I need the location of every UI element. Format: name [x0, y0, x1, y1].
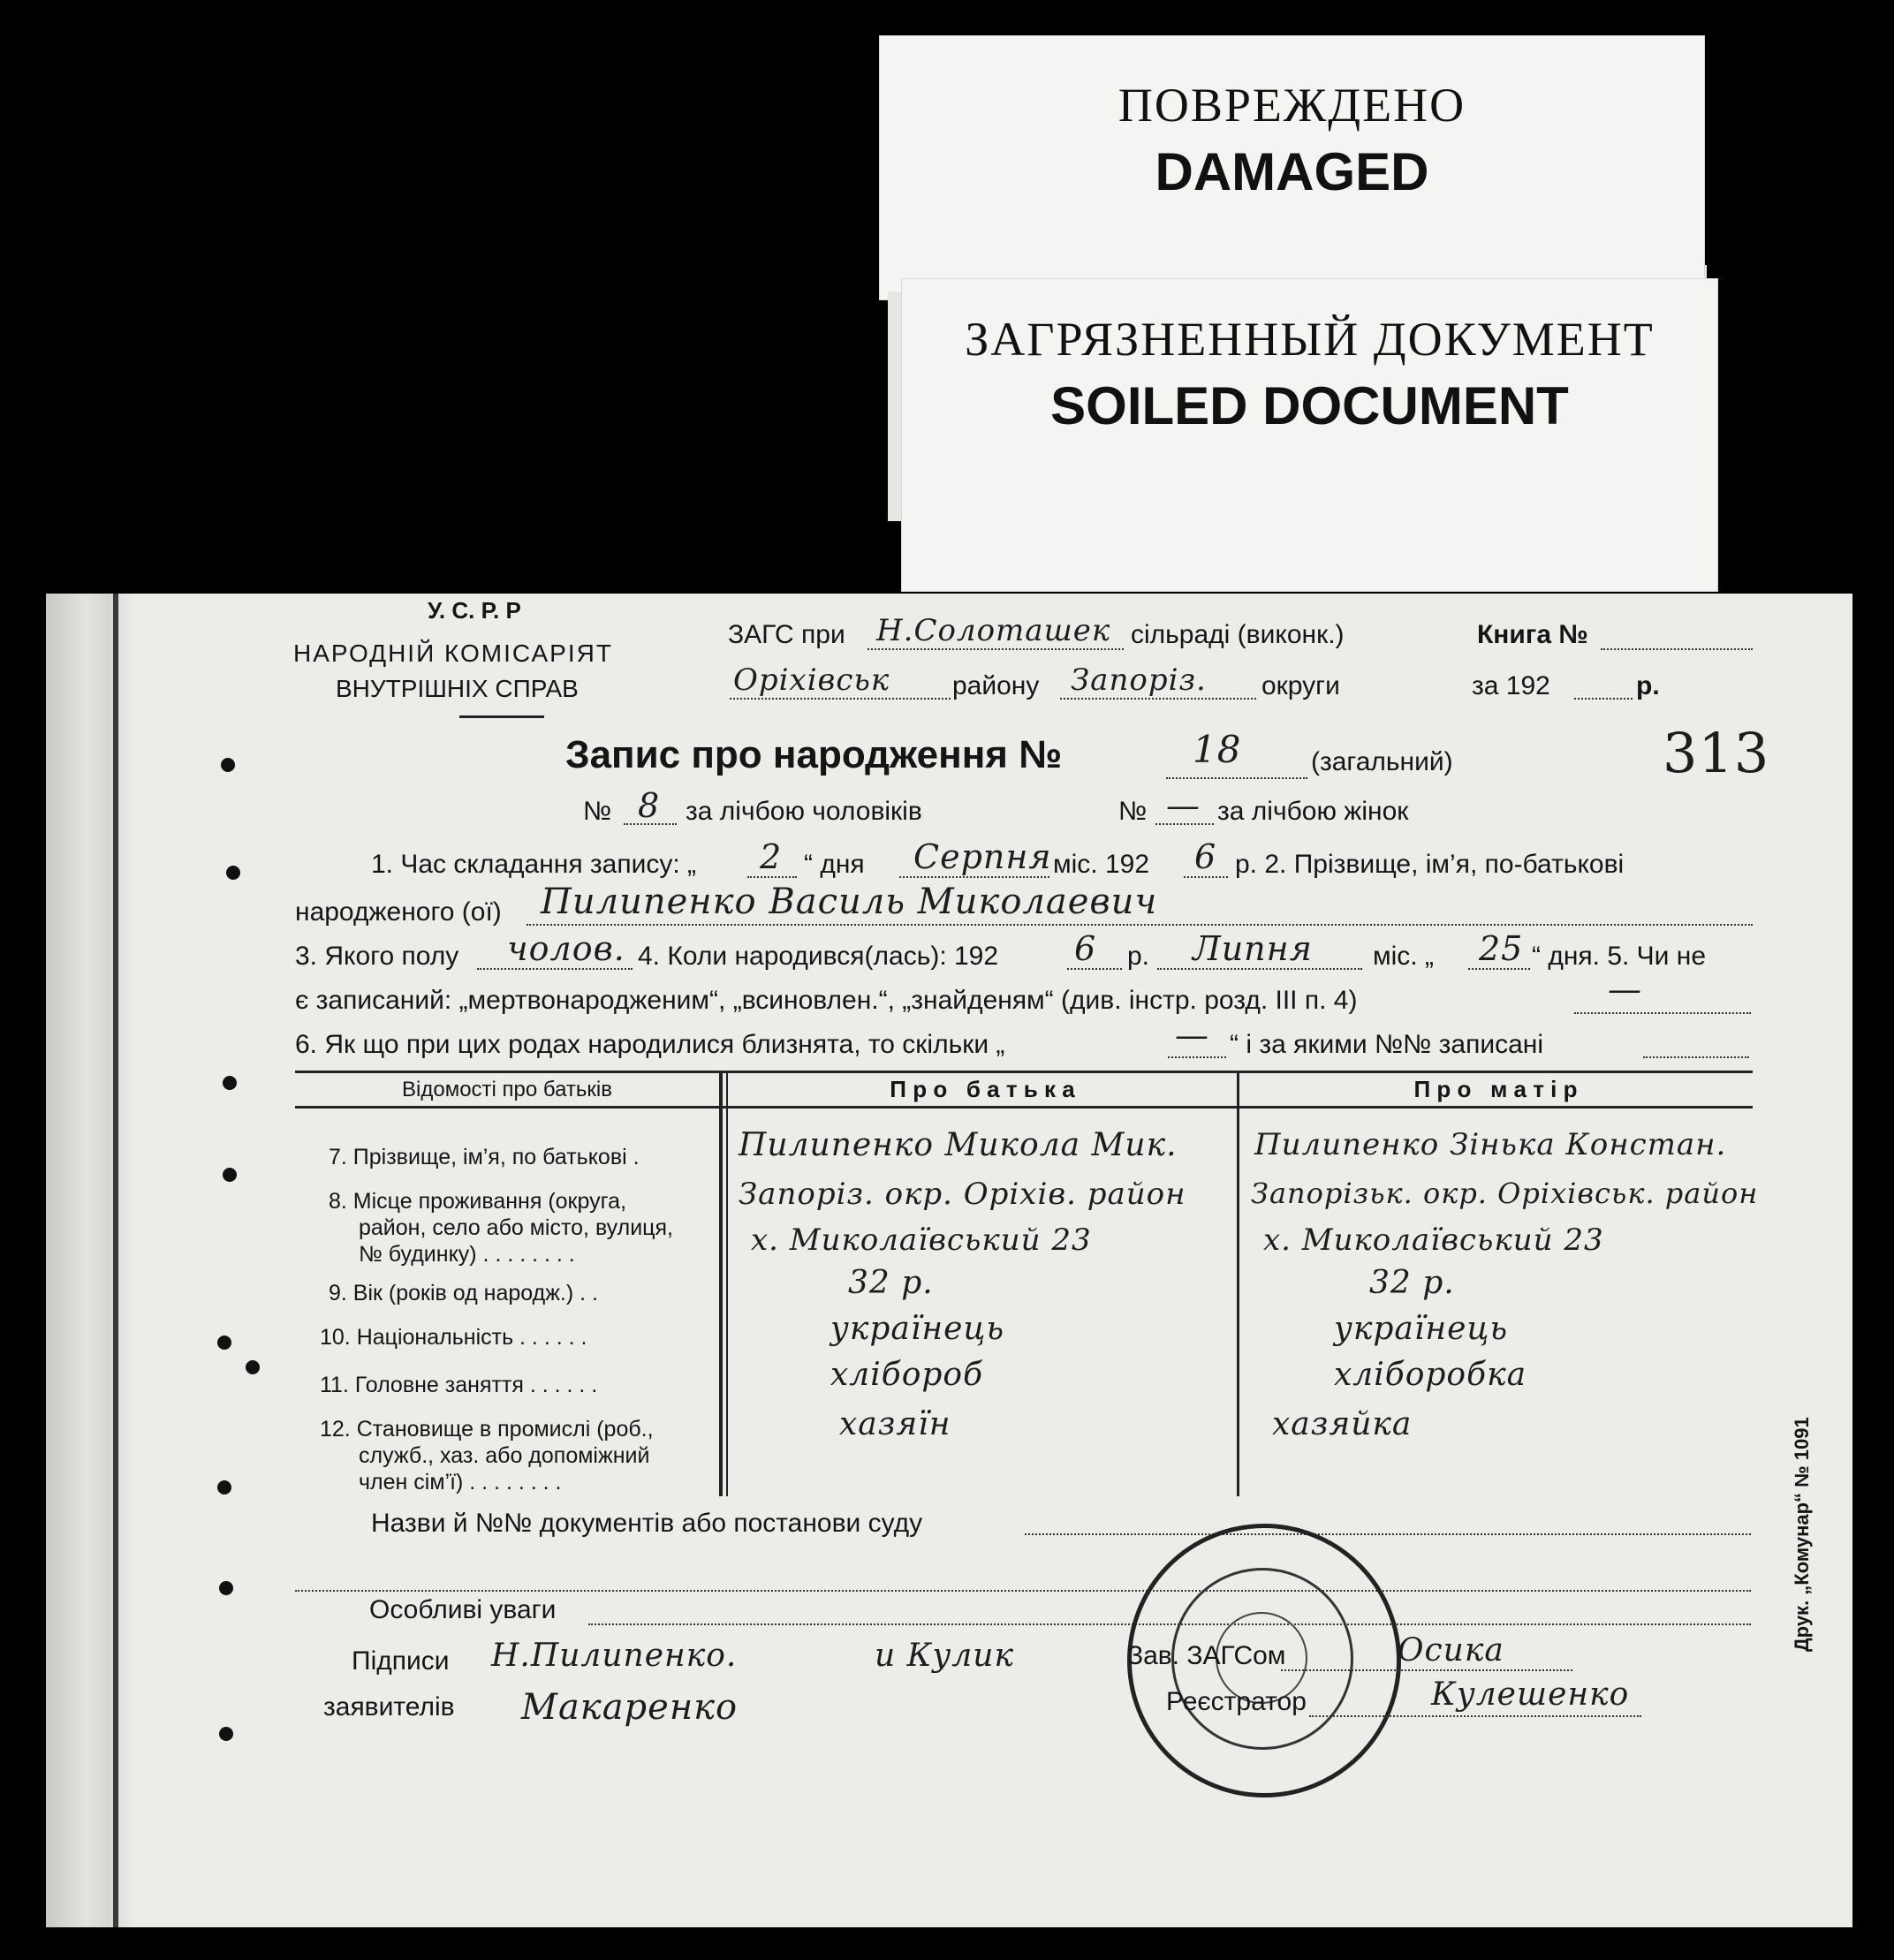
ministry-line-1: НАРОДНІЙ КОМІСАРІЯТ [293, 639, 613, 667]
field-1-day-label: “ дня [804, 850, 865, 879]
soiled-label [901, 278, 1718, 592]
row-8-label-2: район, село або місто, вулиця, [359, 1215, 673, 1240]
birth-month-label: міс. „ [1373, 942, 1434, 971]
registrar-label: Реєстратор [1166, 1687, 1307, 1716]
father-name: Пилипенко Микола Мик. [739, 1127, 1178, 1163]
zags-head-signature: Осика [1398, 1632, 1504, 1669]
zags-label: ЗАГС при [728, 620, 845, 649]
men-count-label: за лічбою чоловіків [686, 797, 922, 826]
field-2-label: р. 2. Прізвище, ім’я, по-батькові [1235, 850, 1625, 879]
father-place: Запоріз. окр. Оріхів. район [739, 1177, 1186, 1212]
table-header-rule [295, 1106, 1753, 1109]
fill-line [1309, 1715, 1641, 1717]
field-6-tail: “ і за якими №№ записані [1230, 1030, 1544, 1059]
punch-hole [226, 866, 240, 880]
printer-imprint: Друк. „Комунар“ № 1091 [1791, 1417, 1813, 1652]
district-label: району [952, 671, 1040, 700]
sex-value: чолов. [507, 929, 625, 968]
row-11-label: 11. Головне заняття . . . . . . [320, 1373, 598, 1397]
zags-council-label: сільраді (виконк.) [1131, 620, 1345, 649]
fill-line [1643, 1056, 1749, 1058]
mother-age: 32 р. [1369, 1265, 1455, 1301]
fill-line [477, 968, 633, 970]
fill-line [1468, 968, 1530, 970]
born-label: народженого (ої) [295, 897, 502, 927]
father-occupation: хлібороб [830, 1357, 984, 1393]
punch-hole [219, 1727, 233, 1741]
fill-line [1157, 968, 1362, 970]
men-number: 8 [638, 786, 661, 825]
applicants-label: заявителів [323, 1692, 455, 1722]
year-suffix: р. [1636, 671, 1660, 700]
mother-name: Пилипенко Зінька Констан. [1254, 1127, 1727, 1162]
row-12-label-3: член сім’ї) . . . . . . . . [359, 1470, 562, 1495]
table-col-divider [719, 1071, 723, 1496]
signature-3: Макаренко [521, 1687, 739, 1728]
entry-year: 6 [1194, 837, 1217, 876]
fill-line [730, 698, 951, 700]
record-title: Запис про народження № [565, 733, 1063, 776]
registrar-signature: Кулешенко [1431, 1676, 1630, 1713]
ministry-line-2: ВНУТРІШНІХ СПРАВ [336, 675, 579, 702]
remarks-label: Особливі уваги [369, 1595, 557, 1624]
year-label: за 192 [1472, 671, 1550, 700]
punch-hole [223, 1076, 237, 1090]
punch-hole [219, 1581, 233, 1595]
fill-line [1601, 648, 1753, 650]
field-1-month-label: міс. 192 [1053, 850, 1150, 879]
fill-line [747, 876, 797, 878]
row-7-label: 7. Прізвище, ім’я, по батькові . [329, 1145, 640, 1169]
women-count-label: за лічбою жінок [1217, 797, 1409, 826]
sex-label: 3. Якого полу [295, 942, 459, 971]
underline [459, 715, 544, 718]
birth-year-label: 4. Коли народився(лась): 192 [638, 942, 999, 971]
fill-line [1060, 698, 1256, 700]
punch-hole [217, 1480, 231, 1495]
row-9-label: 9. Вік (років од народж.) . . [329, 1281, 598, 1305]
fill-line [1166, 777, 1307, 779]
fill-line [899, 876, 1049, 878]
binding-line [113, 594, 118, 1927]
row-12-label-2: служб., хаз. або допоміжний [359, 1443, 650, 1468]
binding-edge [46, 594, 134, 1927]
father-nationality: українець [830, 1311, 1005, 1347]
table-col-divider [1237, 1071, 1239, 1496]
fill-line [1281, 1669, 1572, 1671]
fill-line [867, 648, 1124, 650]
mother-status: хазяйка [1272, 1406, 1413, 1442]
table-head-father: П р о б а т ь к а [890, 1076, 1075, 1102]
mother-place: Запорізьк. окр. Оріхівськ. район [1251, 1177, 1759, 1210]
state-name: У. С. Р. Р [428, 597, 521, 624]
field-5-value: — [1608, 970, 1642, 1009]
soiled-ru: ЗАГРЯЗНЕННЫЙ ДОКУМЕНТ [965, 313, 1655, 366]
punch-hole [221, 758, 235, 772]
fill-line [1574, 698, 1633, 700]
birth-year: 6 [1074, 929, 1097, 968]
fill-line [1025, 1533, 1751, 1535]
zags-head-label: Зав. ЗАГСом [1127, 1641, 1286, 1670]
damaged-en: DAMAGED [1155, 142, 1429, 201]
father-address: х. Миколаївський 23 [751, 1222, 1092, 1258]
entry-month: Серпня [913, 837, 1052, 876]
father-status: хазяїн [839, 1406, 951, 1442]
district-value: Оріхівськ [733, 662, 890, 698]
father-age: 32 р. [848, 1265, 934, 1301]
child-name: Пилипенко Василь Миколаевич [541, 882, 1158, 922]
birth-record-form [46, 594, 1852, 1927]
mother-address: х. Миколаївський 23 [1263, 1222, 1604, 1258]
entry-day: 2 [760, 837, 783, 876]
row-10-label: 10. Національність . . . . . . [320, 1325, 587, 1350]
table-col-divider [726, 1071, 728, 1496]
book-label: Книга № [1477, 620, 1588, 649]
men-number-label: № [583, 797, 612, 826]
field-1-label: 1. Час складання запису: „ [371, 850, 697, 879]
damaged-label [879, 35, 1705, 300]
row-8-label-3: № будинку) . . . . . . . . [359, 1242, 575, 1267]
fill-line [1168, 1056, 1226, 1058]
record-number: 18 [1193, 728, 1242, 771]
mother-nationality: українець [1334, 1311, 1509, 1347]
birth-r-label: р. [1127, 942, 1150, 971]
women-number-label: № [1118, 797, 1148, 826]
soiled-en: SOILED DOCUMENT [1050, 376, 1569, 435]
women-number: — [1166, 786, 1201, 825]
damaged-ru: ПОВРЕЖДЕНО [1117, 79, 1466, 132]
signature-1: Н.Пилипенко. [491, 1638, 738, 1674]
row-8-label: 8. Місце проживання (округа, [329, 1189, 627, 1214]
record-general: (загальний) [1311, 747, 1453, 776]
fill-line [295, 1590, 1751, 1592]
punch-hole [246, 1360, 260, 1374]
okrug-value: Запоріз. [1071, 662, 1207, 698]
birth-month: Липня [1193, 929, 1313, 968]
signatures-label: Підписи [352, 1646, 450, 1676]
fill-line [1067, 968, 1122, 970]
fill-line [1184, 876, 1228, 878]
mother-occupation: хліборобка [1334, 1357, 1527, 1393]
documents-label: Назви й №№ документів або постанови суду [371, 1509, 923, 1538]
field-5-options: є записаний: „мертвонародженим“, „всиновлен.“, „знайденям“ (див. інстр. розд. III п. 4) [295, 986, 1358, 1015]
field-6-label: 6. Як що при цих родах народилися близнята, то скільки „ [295, 1030, 1005, 1059]
table-head-mother: П р о м а т і р [1413, 1076, 1578, 1102]
zags-village-value: Н.Солоташек [876, 613, 1111, 648]
punch-hole [223, 1168, 237, 1182]
fill-line [527, 924, 1753, 926]
field-5-label: “ дня. 5. Чи не [1532, 942, 1707, 971]
table-top-rule [295, 1071, 1753, 1073]
birth-day: 25 [1479, 929, 1524, 968]
twins-count: — [1175, 1016, 1209, 1055]
okrug-label: округи [1261, 671, 1340, 700]
row-12-label: 12. Становище в промислі (роб., [320, 1417, 654, 1442]
archive-number: 313 [1663, 721, 1770, 785]
table-head-parents: Відомості про батьків [402, 1078, 612, 1101]
punch-hole [217, 1336, 231, 1350]
fill-line [1574, 1012, 1751, 1014]
signature-2: и Кулик [875, 1638, 1014, 1674]
